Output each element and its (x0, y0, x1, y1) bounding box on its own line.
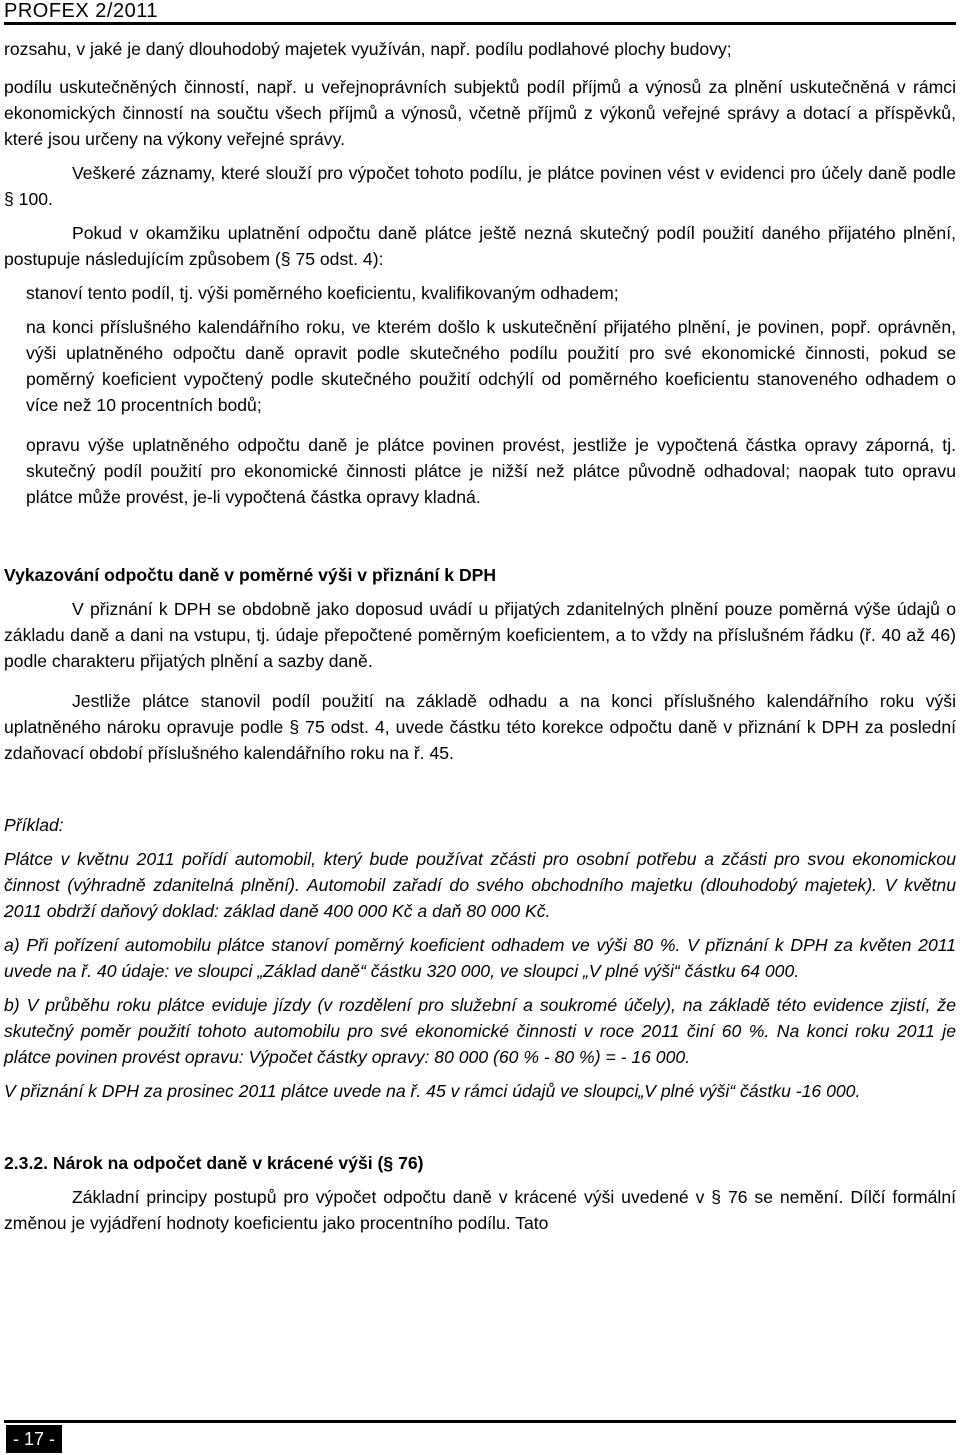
example-paragraph: b) V průběhu roku plátce eviduje jízdy (v rozdělení pro služební a soukromé účely), na základě této evidence zjistí, že skutečný poměr použití tohoto automobilu pro své ekonomické činnosti v roce 2011 činí 60 %. Na konci roku 2011 je plátce povinen provést opravu: Výpočet částky opravy: 80 000 (60 % - 80 %) = - 16 000. (4, 995, 956, 1067)
page-content (4, 36, 956, 1236)
paragraph: Základní principy postupů pro výpočet odpočtu daně v krácené výši uvedené v § 76 se nemění. Dílčí formální změnou je vyjádření hodnoty koeficientu jako procentního podílu. Tato (4, 1187, 956, 1233)
example-paragraph: V přiznání k DPH za prosinec 2011 plátce uvede na ř. 45 v rámci údajů ve sloupci„V plné výši“ částku -16 000. (4, 1081, 861, 1101)
paragraph: opravu výše uplatněného odpočtu daně je plátce povinen provést, jestliže je vypočtená částka opravy záporná, tj. skutečný podíl použití pro ekonomické činnosti plátce je nižší než plátce původně odhadoval; naopak tuto opravu plátce může provést, je-li vypočtená částka opravy kladná. (26, 435, 956, 507)
page-number: - 17 - (6, 1425, 62, 1453)
paragraph: rozsahu, v jaké je daný dlouhodobý majetek využíván, např. podílu podlahové plochy budovy; (4, 39, 732, 59)
paragraph: podílu uskutečněných činností, např. u veřejnoprávních subjektů podíl příjmů a výnosů za plnění uskutečněná v rámci ekonomických činností na součtu všech příjmů a výnosů, včetně příjmů z výkonů veřejné správy a dotací a příspěvků, které jsou určeny na výkony veřejné správy. (4, 77, 956, 149)
paragraph: na konci příslušného kalendářního roku, ve kterém došlo k uskutečnění přijatého plnění, je povinen, popř. oprávněn, výši uplatněného odpočtu daně opravit podle skutečného podílu použití pro své ekonomické činnosti, pokud se poměrný koeficient vypočtený podle skutečného použití odchýlí od poměrného koeficientu stanoveného odhadem o více než 10 procentních bodů; (26, 317, 956, 415)
paragraph: Pokud v okamžiku uplatnění odpočtu daně plátce ještě nezná skutečný podíl použití daného přijatého plnění, postupuje následujícím způsobem (§ 75 odst. 4): (4, 223, 956, 269)
paragraph: V přiznání k DPH se obdobně jako doposud uvádí u přijatých zdanitelných plnění pouze poměrná výše údajů o základu daně a dani na vstupu, tj. údaje přepočtené poměrným koeficientem, a to vždy na příslušném řádku (ř. 40 až 46) podle charakteru přijatých plnění a sazby daně. (4, 599, 956, 671)
footer-rule (4, 1420, 956, 1423)
subsection-heading: 2.3.2. Nárok na odpočet daně v krácené výši (§ 76) (4, 1153, 424, 1173)
example-paragraph: a) Při pořízení automobilu plátce stanoví poměrný koeficient odhadem ve výši 80 %. V přiznání k DPH za květen 2011 uvede na ř. 40 údaje: ve sloupci „Základ daně“ částku 320 000, ve sloupci „V plné výši“ částku 64 000. (4, 935, 956, 981)
example-label: Příklad: (4, 815, 64, 835)
paragraph: stanoví tento podíl, tj. výši poměrného koeficientu, kvalifikovaným odhadem; (26, 283, 619, 303)
paragraph: Jestliže plátce stanovil podíl použití na základě odhadu a na konci příslušného kalendářního roku výši uplatněného nároku opravuje podle § 75 odst. 4, uvede částku této korekce odpočtu daně v přiznání k DPH za poslední zdaňovací období příslušného kalendářního roku na ř. 45. (4, 691, 956, 763)
section-heading: Vykazování odpočtu daně v poměrné výši v přiznání k DPH (4, 565, 497, 585)
example-paragraph: Plátce v květnu 2011 pořídí automobil, který bude používat zčásti pro osobní potřebu a zčásti pro svou ekonomickou činnost (výhradně zdanitelná plnění). Automobil zařadí do svého obchodního majetku (dlouhodobý majetek). V květnu 2011 obdrží daňový doklad: základ daně 400 000 Kč a daň 80 000 Kč. (4, 849, 956, 921)
paragraph: Veškeré záznamy, které slouží pro výpočet tohoto podílu, je plátce povinen vést v evidenci pro účely daně podle § 100. (4, 163, 956, 209)
page-header (4, 0, 956, 25)
header-title: PROFEX 2/2011 (4, 0, 158, 22)
